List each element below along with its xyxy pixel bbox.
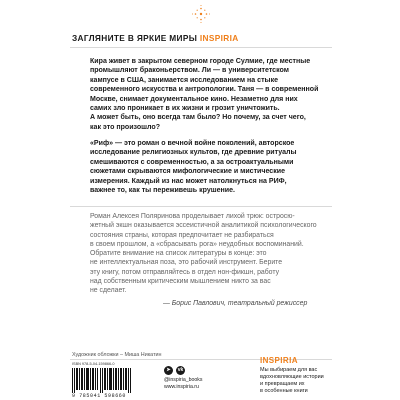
review-line: в своем прошлом, а «сбрасывать рога» неудобных воспоминаний. (90, 240, 304, 248)
synopsis-line: Москве, снимает документальное кино. Незаметно для них (90, 95, 298, 103)
vk-icon[interactable]: vk (177, 367, 184, 373)
review-quote-body (90, 212, 330, 296)
barcode-number: 9 785041 598660 (72, 393, 127, 399)
isbn-text: ISBN 978-5-04-159866-0 (72, 362, 115, 366)
about-line: смешиваются с современностью, а за остроактуальными (90, 158, 294, 166)
slogan-line: и превращаем их (260, 381, 305, 387)
publisher-slogan (260, 367, 332, 395)
synopsis-line: кампусе в США, занимается исследованием на стыке (90, 76, 279, 84)
series-header-brand: INSPIRIA (199, 33, 239, 43)
series-header (72, 33, 239, 43)
review-line: состояния страны, которая предпочитает не разбираться (90, 231, 274, 239)
synopsis-line: Кира живет в закрытом северном городе Сулмие, где местные (90, 58, 311, 65)
slogan-line: вдохновляющие истории (260, 374, 324, 380)
book-back-cover (70, 0, 332, 400)
sparkle-icon (191, 4, 211, 24)
series-header-prefix: ЗАГЛЯНИТЕ В ЯРКИЕ МИРЫ (72, 33, 200, 43)
synopsis-line: самих зло проникает в их жизни и грозит уничтожить. (90, 105, 280, 113)
telegram-icon[interactable]: ➤ (164, 366, 173, 375)
social-block (164, 366, 254, 391)
review-line: Роман Алексея Поляринова проделывает лихой трюк: остросю- (90, 213, 295, 220)
review-line: Обратите внимание на список литературы в конце: это (90, 250, 267, 258)
header-divider (70, 47, 332, 48)
review-line: эту книгу, потом отправляйтесь в отдел нон-фикшн, работу (90, 268, 280, 276)
synopsis-paragraph (90, 57, 330, 132)
synopsis-line: как это произошло? (90, 123, 161, 131)
barcode-icon (72, 368, 132, 393)
about-line: исследование религиозных культов, где древние ритуалы (90, 149, 297, 157)
synopsis-line: современного искусства и антропологии. Таня — в современной (90, 86, 319, 94)
publisher-logo: INSPIRIA (260, 356, 298, 365)
publisher-block (260, 356, 332, 395)
synopsis-line: А может быть, оно всегда там было? Но почему, за счет чего, (90, 114, 306, 122)
publisher-website[interactable]: www.inspiria.ru (164, 384, 199, 390)
review-line: жетный экшн оказывается эссеистичной аналитикой психологического (90, 222, 317, 230)
about-line: «Риф» — это роман о вечной войне поколений, авторское (90, 140, 295, 147)
review-attribution: — Борис Павлович, театральный режиссер (163, 300, 308, 307)
review-line: не сделает. (90, 287, 127, 295)
section-divider (70, 206, 332, 207)
slogan-line: Мы выбираем для вас (260, 367, 318, 373)
barcode-block (72, 362, 158, 400)
slogan-line: в особенные книги (260, 388, 308, 394)
cover-artist-credit: Художник обложки – Миша Никатин (72, 352, 162, 358)
social-icons (164, 366, 254, 375)
about-line: сюжетами скрываются мифологические и мистические (90, 168, 285, 176)
about-paragraph (90, 139, 330, 195)
review-line: над собственным критическим мышлением никто за вас (90, 278, 271, 286)
about-line: важнее то, как ты переживешь крушение. (90, 187, 236, 195)
about-line: измерения. Каждый из нас может натолкнуться на РИФ, (90, 177, 287, 185)
synopsis-line: промышляют браконьерством. Ли — в университетском (90, 67, 289, 75)
review-line: не интеллектуальная поза, это рабочий инструмент. Берите (90, 259, 283, 267)
social-handle[interactable]: @inspiria_books (164, 377, 203, 383)
